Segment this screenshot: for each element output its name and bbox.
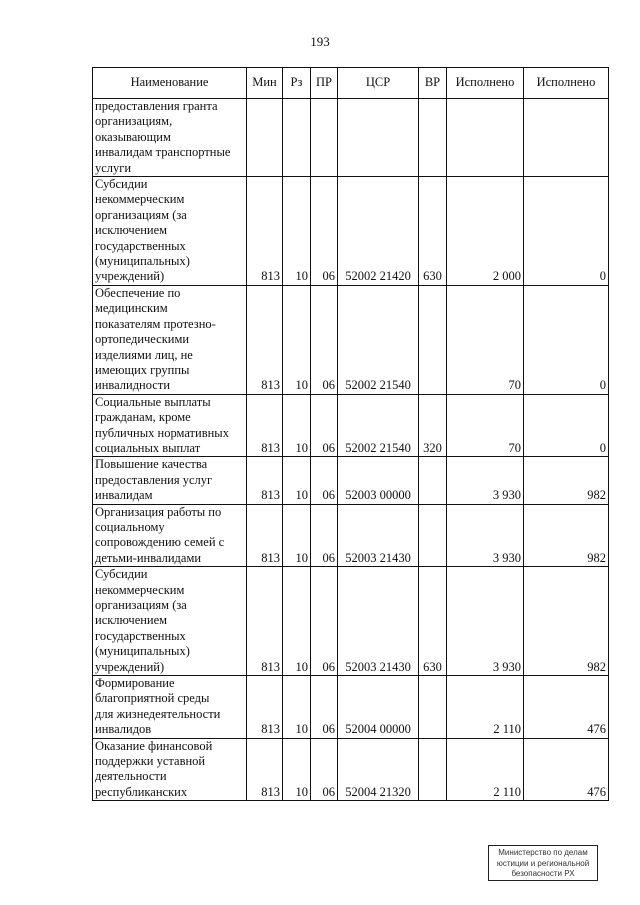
row-executed-2-cell: 0 xyxy=(524,177,609,286)
col-header-executed-2: Исполнено xyxy=(524,68,609,99)
row-executed-2-cell: 476 xyxy=(524,738,609,801)
row-pr-cell: 06 xyxy=(311,504,338,567)
row-name-cell: Субсидии некоммерческим организациям (за исключением государственных (муниципальных) учреждений) xyxy=(93,177,247,286)
row-csr-cell: 52002 21540 xyxy=(338,394,419,457)
row-rz-cell: 10 xyxy=(283,457,311,504)
header-row xyxy=(93,68,609,99)
row-min-cell: 813 xyxy=(247,504,283,567)
row-vr-cell xyxy=(419,457,447,504)
row-pr-cell: 06 xyxy=(311,285,338,394)
col-header-min: Мин xyxy=(247,68,283,99)
row-executed-2-cell: 982 xyxy=(524,457,609,504)
row-name-cell: Обеспечение по медицинским показателям протезно- ортопедическими изделиями лиц, не имеющих группы инвалидности xyxy=(93,285,247,394)
row-rz-cell: 10 xyxy=(283,676,311,739)
table-row xyxy=(93,394,609,457)
budget-table xyxy=(92,67,609,801)
row-pr-cell: 06 xyxy=(311,676,338,739)
row-name-cell: Формирование благоприятной среды для жизнедеятельности инвалидов xyxy=(93,676,247,739)
row-executed-1-cell xyxy=(447,99,524,177)
row-name-cell: Субсидии некоммерческим организациям (за исключением государственных (муниципальных) учреждений) xyxy=(93,567,247,676)
row-executed-2-cell: 476 xyxy=(524,676,609,739)
row-name-cell: предоставления гранта организациям, оказывающим инвалидам транспортные услуги xyxy=(93,99,247,177)
col-header-executed-1: Исполнено xyxy=(447,68,524,99)
row-vr-cell xyxy=(419,285,447,394)
row-executed-2-cell xyxy=(524,99,609,177)
row-csr-cell: 52004 00000 xyxy=(338,676,419,739)
table-body xyxy=(93,99,609,801)
row-min-cell: 813 xyxy=(247,567,283,676)
row-executed-1-cell: 2 000 xyxy=(447,177,524,286)
row-pr-cell: 06 xyxy=(311,177,338,286)
row-pr-cell: 06 xyxy=(311,738,338,801)
row-min-cell: 813 xyxy=(247,177,283,286)
row-executed-2-cell: 0 xyxy=(524,285,609,394)
row-vr-cell xyxy=(419,738,447,801)
col-header-name: Наименование xyxy=(93,68,247,99)
row-csr-cell: 52003 21430 xyxy=(338,567,419,676)
row-name-cell: Оказание финансовой поддержки уставной деятельности республиканских xyxy=(93,738,247,801)
stamp-line: Министерство по делам xyxy=(498,848,588,857)
row-min-cell xyxy=(247,99,283,177)
table-row xyxy=(93,285,609,394)
row-executed-1-cell: 3 930 xyxy=(447,504,524,567)
row-vr-cell xyxy=(419,504,447,567)
row-rz-cell: 10 xyxy=(283,738,311,801)
page-number: 193 xyxy=(310,34,330,49)
row-name-cell: Организация работы по социальному сопровождению семей с детьми-инвалидами xyxy=(93,504,247,567)
row-vr-cell xyxy=(419,676,447,739)
row-csr-cell xyxy=(338,99,419,177)
row-min-cell: 813 xyxy=(247,457,283,504)
row-executed-1-cell: 3 930 xyxy=(447,457,524,504)
table-row xyxy=(93,177,609,286)
row-executed-2-cell: 982 xyxy=(524,504,609,567)
row-name-cell: Социальные выплаты гражданам, кроме публичных нормативных социальных выплат xyxy=(93,394,247,457)
row-csr-cell: 52003 00000 xyxy=(338,457,419,504)
row-csr-cell: 52002 21540 xyxy=(338,285,419,394)
stamp-line: юстиции и региональной xyxy=(496,858,590,868)
row-min-cell: 813 xyxy=(247,738,283,801)
row-min-cell: 813 xyxy=(247,394,283,457)
table-row xyxy=(93,504,609,567)
row-rz-cell: 10 xyxy=(283,285,311,394)
row-executed-1-cell: 2 110 xyxy=(447,676,524,739)
row-vr-cell: 630 xyxy=(419,567,447,676)
row-csr-cell: 52002 21420 xyxy=(338,177,419,286)
row-executed-2-cell: 982 xyxy=(524,567,609,676)
row-executed-1-cell: 70 xyxy=(447,285,524,394)
col-header-csr: ЦСР xyxy=(338,68,419,99)
row-executed-1-cell: 70 xyxy=(447,394,524,457)
col-header-vr: ВР xyxy=(419,68,447,99)
ministry-stamp xyxy=(488,845,598,881)
col-header-pr: ПР xyxy=(311,68,338,99)
row-pr-cell: 06 xyxy=(311,457,338,504)
row-min-cell: 813 xyxy=(247,285,283,394)
row-pr-cell xyxy=(311,99,338,177)
table-row xyxy=(93,567,609,676)
table-row xyxy=(93,738,609,801)
row-vr-cell: 630 xyxy=(419,177,447,286)
row-min-cell: 813 xyxy=(247,676,283,739)
row-rz-cell: 10 xyxy=(283,177,311,286)
row-pr-cell: 06 xyxy=(311,394,338,457)
row-name-cell: Повышение качества предоставления услуг инвалидам xyxy=(93,457,247,504)
row-vr-cell: 320 xyxy=(419,394,447,457)
row-vr-cell xyxy=(419,99,447,177)
row-executed-2-cell: 0 xyxy=(524,394,609,457)
row-csr-cell: 52003 21430 xyxy=(338,504,419,567)
row-rz-cell: 10 xyxy=(283,567,311,676)
row-pr-cell: 06 xyxy=(311,567,338,676)
row-executed-1-cell: 2 110 xyxy=(447,738,524,801)
table-row xyxy=(93,99,609,177)
table-row xyxy=(93,457,609,504)
row-executed-1-cell: 3 930 xyxy=(447,567,524,676)
col-header-rz: Рз xyxy=(283,68,311,99)
stamp-line: безопасности РХ xyxy=(511,869,575,878)
row-rz-cell: 10 xyxy=(283,504,311,567)
row-rz-cell xyxy=(283,99,311,177)
table-row xyxy=(93,676,609,739)
row-rz-cell: 10 xyxy=(283,394,311,457)
row-csr-cell: 52004 21320 xyxy=(338,738,419,801)
